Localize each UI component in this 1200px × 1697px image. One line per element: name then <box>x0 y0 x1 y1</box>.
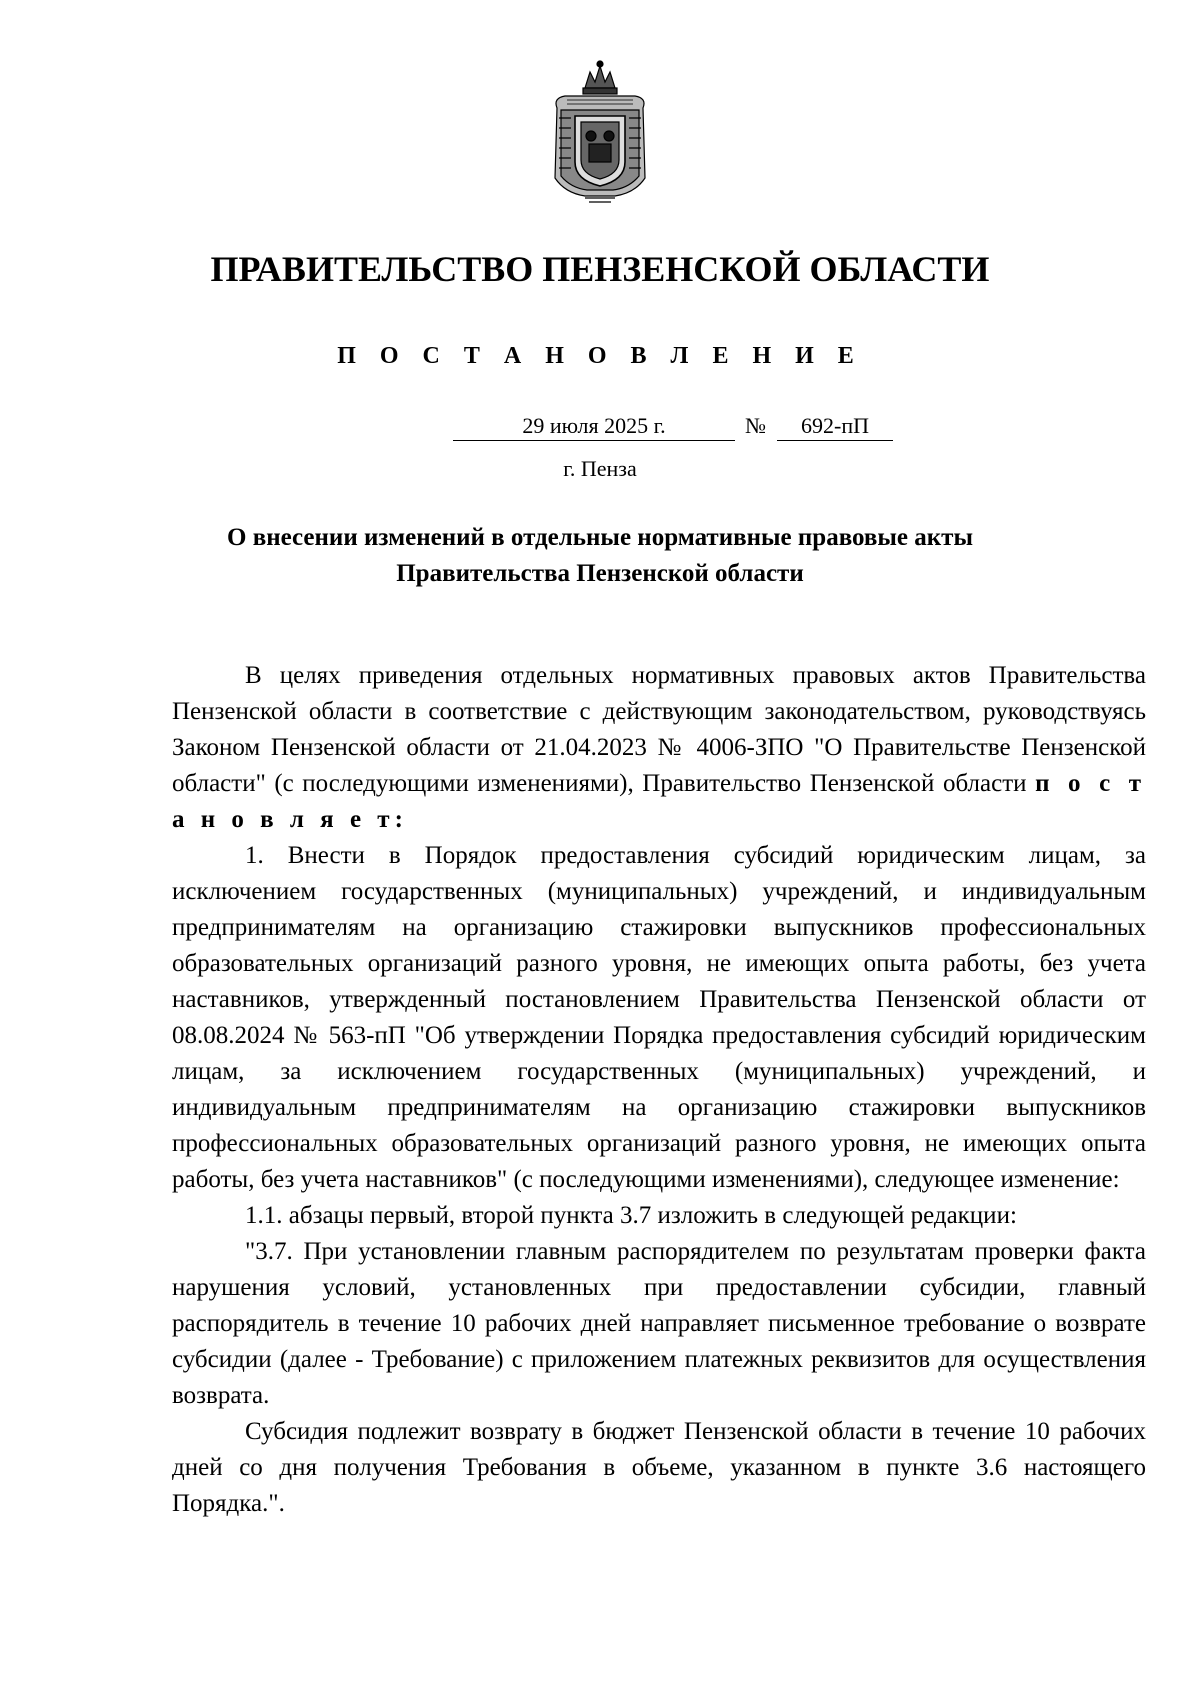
document-subject <box>0 520 1200 592</box>
document-date: 29 июля 2025 г. <box>453 413 735 441</box>
document-body <box>172 658 1146 1522</box>
document-type-title: П О С Т А Н О В Л Е Н И Е <box>337 343 863 369</box>
document-number: 692-пП <box>777 413 893 441</box>
subject-line-2: Правительства Пензенской области <box>396 560 804 587</box>
item-1-paragraph: 1. Внести в Порядок предоставления субсидий юридическим лицам, за исключением государственных (муниципальных) учреждений, и индивидуальным предпринимателям на организацию стажировки выпускников профессиональных образовательных организаций разного уровня, не имеющих опыта работы, без учета наставников, утвержденный постановлением Правительства Пензенской области от 08.08.2024 № 563-пП "Об утверждении Порядка предоставления субсидий юридическим лицам, за исключением государственных (муниципальных) учреждений, и индивидуальным предпринимателям на организацию стажировки выпускников профессиональных образовательных организаций разного уровня, не имеющих опыта работы, без учета наставников" (с последующими изменениями), следующее изменение: <box>172 842 1146 1193</box>
number-sign: № <box>745 413 766 438</box>
coat-of-arms-emblem <box>545 58 655 208</box>
quoted-paragraph-3-7: "3.7. При установлении главным распорядителем по результатам проверки факта нарушения условий, установленных при предоставлении субсидии, главный распорядитель в течение 10 рабочих дней направляет письменное требование о возврате субсидии (далее - Требование) с приложением платежных реквизитов для осуществления возврата. <box>172 1238 1146 1409</box>
item-1-1-paragraph: 1.1. абзацы первый, второй пункта 3.7 изложить в следующей редакции: <box>245 1202 1017 1229</box>
city-name: г. Пенза <box>563 456 637 481</box>
organization-title: ПРАВИТЕЛЬСТВО ПЕНЗЕНСКОЙ ОБЛАСТИ <box>210 249 990 289</box>
decree-word: п о с т а н о в л я е т: <box>172 770 1146 833</box>
subject-line-1: О внесении изменений в отдельные нормативные правовые акты <box>227 524 973 551</box>
preamble-text: В целях приведения отдельных нормативных правовых актов Правительства Пензенской области в соответствие с действующим законодательством, руководствуясь Законом Пензенской области от 21.04.2023 № 4006-ЗПО "О Правительстве Пензенской области" (с последующими изменениями), Правительство Пензенской области <box>172 662 1146 797</box>
quoted-paragraph-subsidy-return: Субсидия подлежит возврату в бюджет Пензенской области в течение 10 рабочих дней со дня получения Требования в объеме, указанном в пункте 3.6 настоящего Порядка.". <box>172 1418 1146 1517</box>
date-number-line <box>0 413 1200 443</box>
preamble-paragraph <box>172 658 1146 838</box>
